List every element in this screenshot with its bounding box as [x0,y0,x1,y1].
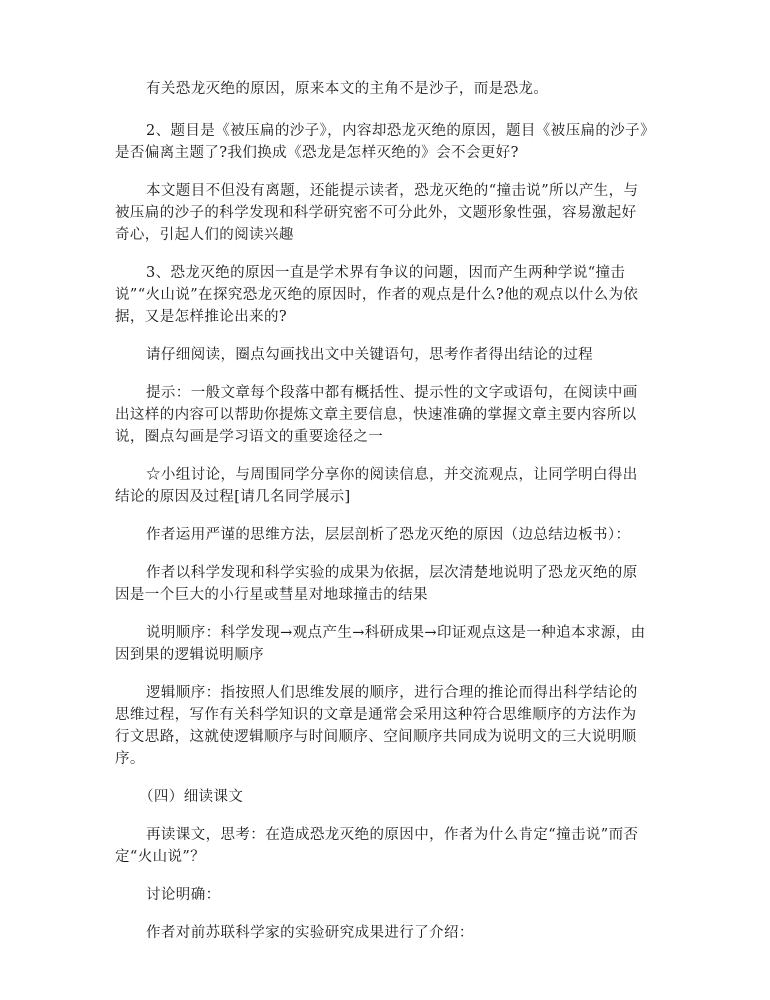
paragraph-answer-2: 本文题目不但没有离题，还能提示读者，恐龙灭绝的“撞击说”所以产生，与被压扁的沙子的科学发现和科学研究密不可分此外，文题形象性强，容易激起好奇心，引起人们的阅读兴趣 [115,183,639,243]
paragraph-reread-question: 再读课文，思考：在造成恐龙灭绝的原因中，作者为什么肯定“撞击说”而否定“火山说”？ [115,827,639,865]
paragraph-soviet-research: 作者对前苏联科学家的实验研究成果进行了介绍： [146,925,474,941]
paragraph-question-3: 3、恐龙灭绝的原因一直是学术界有争议的问题，因而产生两种学说“撞击说”“火山说”在探究恐龙灭绝的原因时，作者的观点是什么?他的观点以什么为依据，又是怎样推论出来的? [115,265,639,325]
paragraph-discussion-label: 讨论明确： [146,887,221,903]
section-heading-close-reading: （四）细读课文 [139,789,244,805]
paragraph-explanation-order: 说明顺序：科学发现→观点产生→科研成果→印证观点这是一种追本求源，由因到果的逻辑说明顺序 [115,625,646,663]
paragraph-intro-conclusion: 有关恐龙灭绝的原因，原来本文的主角不是沙子，而是恐龙。 [146,81,549,97]
paragraph-logical-order: 逻辑顺序：指按照人们思维发展的顺序，进行合理的推论而得出科学结论的思维过程，写作有关科学知识的文章是通常会采用这种符合思维顺序的方法作为行文思路，这就使逻辑顺序与时间顺序、空间顺序共同成为说明文的三大说明顺序。 [115,685,638,767]
paragraph-reading-instruction: 请仔细阅读，圈点勾画找出文中关键语句，思考作者得出结论的过程 [146,347,593,363]
paragraph-question-2: 2、题目是《被压扁的沙子》，内容却恐龙灭绝的原因，题目《被压扁的沙子》是否偏离主题了?我们换成《恐龙是怎样灭绝的》会不会更好? [115,123,648,161]
paragraph-method: 作者运用严谨的思维方法，层层剖析了恐龙灭绝的原因（边总结边板书）： [146,527,631,543]
paragraph-hint: 提示：一般文章每个段落中都有概括性、提示性的文字或语句，在阅读中画出这样的内容可以帮助你提炼文章主要信息，快速准确的掌握文章主要内容所以说，圈点勾画是学习语文的重要途径之一 [115,385,638,445]
paragraph-group-discussion: ☆小组讨论，与周围同学分享你的阅读信息，并交流观点，让同学明白得出结论的原因及过程[请几名同学展示] [115,467,638,505]
paragraph-evidence: 作者以科学发现和科学实验的成果为依据，层次清楚地说明了恐龙灭绝的原因是一个巨大的小行星或彗星对地球撞击的结果 [115,565,638,603]
